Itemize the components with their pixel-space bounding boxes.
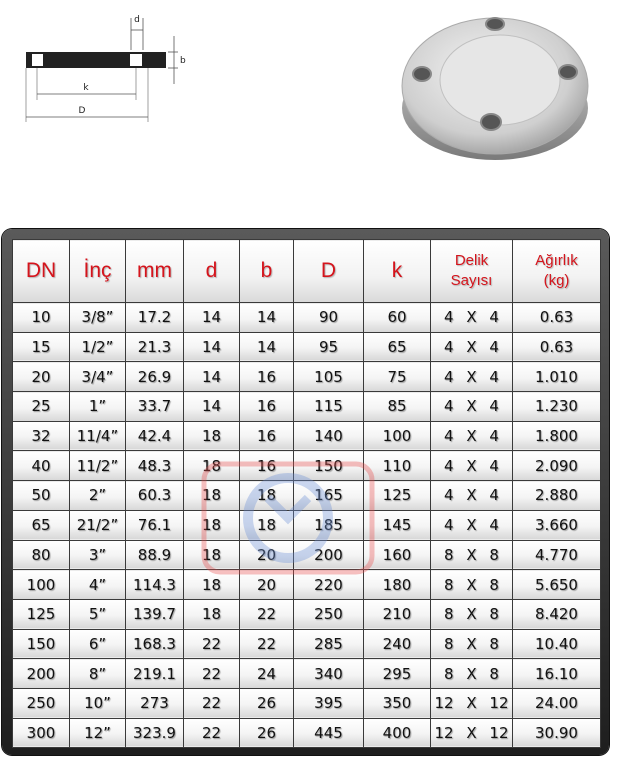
spec-table-frame [2,229,609,755]
table-cell-mm: 60.3 [126,481,184,511]
table-cell-k: 210 [364,599,431,629]
table-cell-agirlik: 5.650 [513,570,601,600]
column-header-D [294,240,364,303]
table-cell-D: 220 [294,570,364,600]
table-cell-inc: 1” [70,392,126,422]
table-cell-d: 18 [184,451,240,481]
table-cell-k: 145 [364,510,431,540]
blind-flange-image [398,8,593,163]
column-header-mm [126,240,184,303]
table-cell-dn: 80 [13,540,70,570]
table-cell-k: 110 [364,451,431,481]
table-cell-d: 18 [184,599,240,629]
table-row [13,451,601,481]
flange-spec-table [12,239,601,748]
table-cell-d: 22 [184,718,240,748]
table-cell-inc: 12” [70,718,126,748]
table-cell-b: 16 [240,392,294,422]
table-cell-agirlik: 1.010 [513,362,601,392]
table-cell-d: 14 [184,332,240,362]
table-cell-agirlik: 2.090 [513,451,601,481]
column-header-text: k [391,259,403,282]
table-cell-b: 14 [240,332,294,362]
table-cell-D: 150 [294,451,364,481]
table-cell-D: 395 [294,688,364,718]
table-row [13,718,601,748]
table-cell-agirlik: 1.230 [513,392,601,422]
table-cell-D: 185 [294,510,364,540]
table-cell-dn: 10 [13,303,70,333]
table-cell-d: 14 [184,392,240,422]
table-cell-mm: 114.3 [126,570,184,600]
table-cell-agirlik: 16.10 [513,659,601,689]
table-cell-dn: 125 [13,599,70,629]
table-cell-k: 75 [364,362,431,392]
column-header-text: D [320,259,337,282]
table-row [13,481,601,511]
table-cell-agirlik: 2.880 [513,481,601,511]
table-cell-d: 22 [184,659,240,689]
table-cell-b: 26 [240,688,294,718]
table-cell-b: 20 [240,540,294,570]
table-cell-agirlik: 0.63 [513,303,601,333]
column-header-dn [13,240,70,303]
table-row [13,303,601,333]
table-cell-delik: 4 X 4 [431,392,513,422]
table-cell-inc: 5” [70,599,126,629]
table-cell-inc: 3/8” [70,303,126,333]
table-cell-b: 18 [240,481,294,511]
table-cell-d: 14 [184,362,240,392]
table-cell-dn: 100 [13,570,70,600]
table-cell-D: 95 [294,332,364,362]
table-row [13,392,601,422]
table-cell-dn: 32 [13,421,70,451]
column-header-b [240,240,294,303]
table-cell-d: 22 [184,688,240,718]
table-cell-mm: 33.7 [126,392,184,422]
table-cell-inc: 10” [70,688,126,718]
table-row [13,540,601,570]
table-cell-mm: 168.3 [126,629,184,659]
table-row [13,421,601,451]
table-cell-dn: 65 [13,510,70,540]
table-header-row [13,240,601,303]
table-cell-delik: 8 X 8 [431,540,513,570]
table-cell-inc: 2” [70,481,126,511]
table-row [13,659,601,689]
table-cell-delik: 8 X 8 [431,599,513,629]
table-cell-agirlik: 0.63 [513,332,601,362]
table-row [13,510,601,540]
table-cell-delik: 12 X 12 [431,718,513,748]
table-cell-delik: 4 X 4 [431,332,513,362]
column-header-inc [70,240,126,303]
table-cell-d: 18 [184,481,240,511]
table-cell-delik: 12 X 12 [431,688,513,718]
table-cell-b: 16 [240,451,294,481]
table-cell-dn: 50 [13,481,70,511]
table-cell-dn: 15 [13,332,70,362]
table-cell-b: 16 [240,362,294,392]
table-cell-dn: 150 [13,629,70,659]
table-cell-d: 18 [184,421,240,451]
table-cell-mm: 88.9 [126,540,184,570]
table-cell-b: 16 [240,421,294,451]
table-cell-agirlik: 24.00 [513,688,601,718]
table-row [13,332,601,362]
table-cell-d: 18 [184,540,240,570]
table-cell-d: 14 [184,303,240,333]
table-cell-inc: 3/4” [70,362,126,392]
table-cell-agirlik: 30.90 [513,718,601,748]
table-cell-inc: 11/4” [70,421,126,451]
table-cell-k: 295 [364,659,431,689]
table-cell-mm: 76.1 [126,510,184,540]
table-cell-b: 26 [240,718,294,748]
table-cell-k: 100 [364,421,431,451]
dim-label-k: k [83,83,89,93]
table-cell-agirlik: 4.770 [513,540,601,570]
table-cell-mm: 139.7 [126,599,184,629]
table-cell-dn: 40 [13,451,70,481]
table-cell-k: 125 [364,481,431,511]
table-cell-delik: 4 X 4 [431,421,513,451]
column-header-text: (kg) [543,272,570,289]
table-cell-inc: 8” [70,659,126,689]
column-header-text: b [260,259,273,282]
table-cell-delik: 4 X 4 [431,510,513,540]
table-cell-d: 18 [184,570,240,600]
table-cell-b: 18 [240,510,294,540]
column-header-agirlik [513,240,601,303]
table-cell-D: 165 [294,481,364,511]
column-header-text: d [205,259,218,282]
table-cell-delik: 4 X 4 [431,303,513,333]
table-cell-agirlik: 8.420 [513,599,601,629]
table-row [13,570,601,600]
table-cell-k: 350 [364,688,431,718]
table-cell-k: 400 [364,718,431,748]
table-cell-D: 285 [294,629,364,659]
dim-label-D: D [78,106,86,116]
table-cell-inc: 21/2” [70,510,126,540]
table-cell-inc: 3” [70,540,126,570]
table-cell-k: 60 [364,303,431,333]
table-cell-mm: 26.9 [126,362,184,392]
table-cell-delik: 8 X 8 [431,570,513,600]
table-cell-mm: 219.1 [126,659,184,689]
table-row [13,599,601,629]
table-cell-mm: 273 [126,688,184,718]
column-header-text: Delik [454,252,489,269]
table-cell-mm: 48.3 [126,451,184,481]
table-cell-delik: 4 X 4 [431,362,513,392]
column-header-text: Sayısı [450,272,493,289]
dim-label-b: b [180,56,186,66]
table-cell-dn: 250 [13,688,70,718]
table-cell-k: 85 [364,392,431,422]
column-header-text: DN [25,259,57,282]
table-cell-D: 340 [294,659,364,689]
table-cell-inc: 4” [70,570,126,600]
table-cell-agirlik: 1.800 [513,421,601,451]
table-cell-dn: 200 [13,659,70,689]
table-cell-inc: 11/2” [70,451,126,481]
table-cell-agirlik: 10.40 [513,629,601,659]
table-cell-mm: 21.3 [126,332,184,362]
table-cell-d: 18 [184,510,240,540]
table-cell-D: 105 [294,362,364,392]
table-cell-dn: 25 [13,392,70,422]
table-row [13,688,601,718]
table-cell-agirlik: 3.660 [513,510,601,540]
flange-dimension-diagram [18,10,198,130]
column-header-k [364,240,431,303]
table-cell-k: 160 [364,540,431,570]
table-cell-D: 115 [294,392,364,422]
dim-label-d: d [134,15,140,25]
table-cell-mm: 17.2 [126,303,184,333]
column-header-text: Ağırlık [535,252,578,269]
table-cell-b: 14 [240,303,294,333]
table-cell-k: 240 [364,629,431,659]
column-header-d [184,240,240,303]
table-cell-inc: 1/2” [70,332,126,362]
table-row [13,362,601,392]
table-cell-delik: 8 X 8 [431,629,513,659]
table-cell-inc: 6” [70,629,126,659]
table-cell-D: 445 [294,718,364,748]
column-header-delik [431,240,513,303]
table-cell-b: 22 [240,599,294,629]
table-cell-dn: 300 [13,718,70,748]
table-cell-D: 140 [294,421,364,451]
table-cell-D: 250 [294,599,364,629]
table-cell-D: 90 [294,303,364,333]
table-cell-d: 22 [184,629,240,659]
table-row [13,629,601,659]
column-header-text: mm [137,259,172,282]
table-cell-b: 22 [240,629,294,659]
table-cell-b: 24 [240,659,294,689]
table-cell-D: 200 [294,540,364,570]
table-cell-k: 180 [364,570,431,600]
column-header-text: İnç [83,259,112,282]
table-cell-dn: 20 [13,362,70,392]
table-cell-delik: 4 X 4 [431,481,513,511]
table-cell-b: 20 [240,570,294,600]
table-cell-delik: 4 X 4 [431,451,513,481]
table-cell-delik: 8 X 8 [431,659,513,689]
table-cell-mm: 323.9 [126,718,184,748]
table-cell-k: 65 [364,332,431,362]
table-cell-mm: 42.4 [126,421,184,451]
